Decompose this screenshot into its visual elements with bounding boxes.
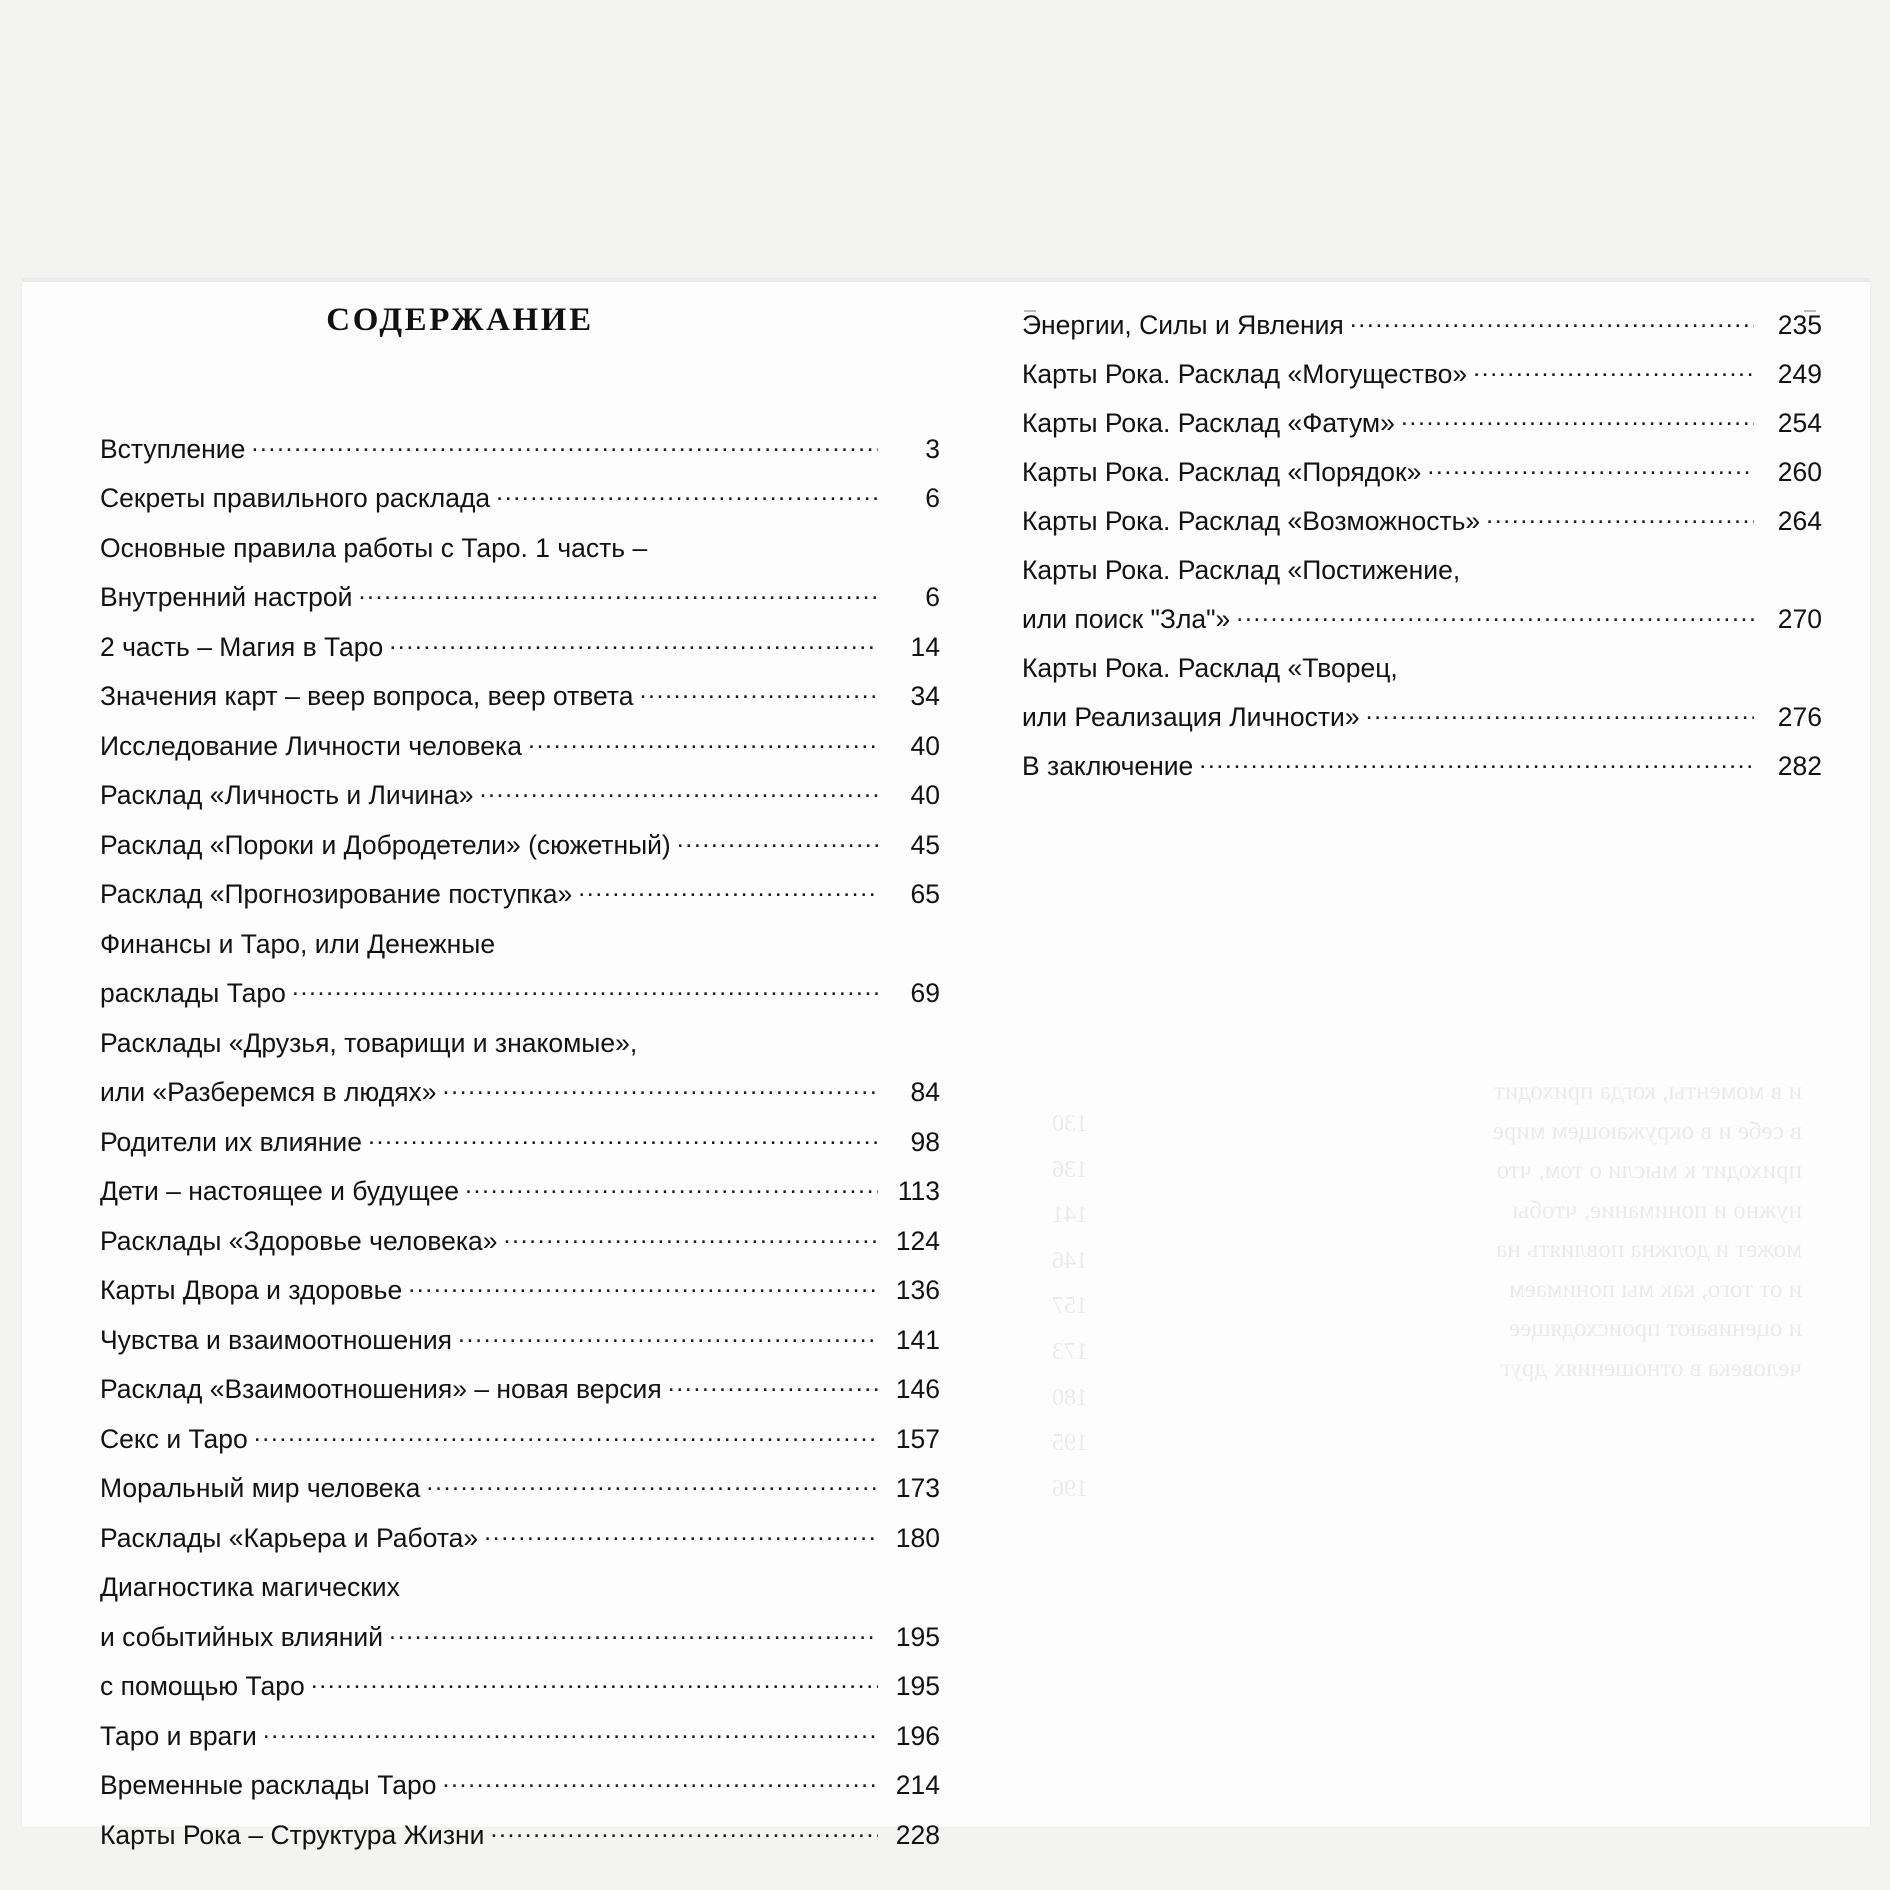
toc-entry[interactable] [100, 1768, 940, 1799]
showthrough-line: в себе и в окружающем мире [1492, 1117, 1802, 1145]
toc-leader-dots [1199, 748, 1754, 775]
toc-page-number: 249 [1777, 358, 1822, 389]
toc-entry-label: Расклад «Личность и Личина» [100, 780, 474, 810]
showthrough-line: может и должна повлиять на [1496, 1236, 1802, 1263]
toc-entry-label: Карты Двора и здоровье [100, 1275, 403, 1305]
toc-entry-label: с помощью Таро [100, 1671, 305, 1701]
toc-entry[interactable] [100, 481, 940, 512]
toc-entry-label: Карты Рока – Структура Жизни [100, 1819, 485, 1850]
toc-entry[interactable] [100, 1223, 940, 1254]
toc-entry-label: Энергии, Силы и Явления [1022, 309, 1344, 340]
toc-page-number: 196 [895, 1720, 940, 1751]
showthrough-number: 157 [1052, 1293, 1088, 1320]
toc-leader-dots [504, 1223, 879, 1250]
toc-leader-dots [406, 1570, 878, 1597]
toc-leader-dots [1236, 601, 1754, 628]
showthrough-number: 136 [1052, 1156, 1088, 1183]
toc-leader-dots [1473, 356, 1754, 383]
toc-entry-label: Вступление [100, 433, 246, 464]
toc-entry-label: Таро и враги [100, 1720, 257, 1751]
toc-page-number: 157 [895, 1423, 940, 1454]
toc-leader-dots [1486, 503, 1754, 530]
showthrough-number: 196 [1052, 1475, 1088, 1502]
toc-entry-label: Карты Рока. Расклад «Постижение, [1022, 554, 1461, 585]
toc-entry-label: расклады Таро [100, 978, 286, 1008]
toc-leader-dots [358, 580, 878, 607]
showthrough-number: 180 [1052, 1384, 1088, 1411]
toc-entry[interactable] [100, 1322, 940, 1353]
toc-leader-dots [442, 1768, 878, 1795]
toc-entry-label: Дети – настоящее и будущее [100, 1176, 459, 1206]
toc-leader-dots [1366, 699, 1754, 726]
toc-entry-label: Моральный мир человека [100, 1473, 421, 1503]
toc-leader-dots [653, 530, 878, 557]
toc-leader-dots [1350, 307, 1754, 334]
toc-entry-label: Временные расклады Таро [100, 1770, 437, 1800]
toc-entry[interactable] [100, 580, 940, 611]
toc-entry[interactable] [100, 1669, 940, 1700]
toc-leader-dots [254, 1421, 878, 1448]
toc-entry-label: Внутренний настрой [100, 582, 353, 612]
toc-page-number: 195 [895, 1621, 940, 1652]
toc-page-number: 228 [895, 1819, 940, 1850]
toc-page-number: 146 [895, 1374, 940, 1404]
toc-entry[interactable] [100, 530, 940, 561]
toc-leader-dots [263, 1718, 878, 1745]
toc-entry[interactable] [1022, 307, 1822, 338]
toc-entry-label: Карты Рока. Расклад «Фатум» [1022, 407, 1395, 438]
toc-entry[interactable] [100, 926, 940, 957]
toc-entry[interactable] [1022, 356, 1822, 387]
toc-leader-dots [292, 976, 878, 1003]
toc-page-number: 124 [895, 1225, 940, 1256]
toc-entry-label: Секреты правильного расклада [100, 483, 491, 513]
toc-page-number: 6 [925, 483, 940, 513]
toc-entry-label: Секс и Таро [100, 1423, 248, 1454]
toc-left-column [100, 282, 940, 1867]
toc-entry-label: Диагностика магических [100, 1572, 400, 1602]
toc-leader-dots [368, 1124, 878, 1151]
toc-entry-label: Родители их влияние [100, 1126, 362, 1157]
toc-page-number: 40 [910, 730, 940, 761]
toc-entry[interactable] [1022, 748, 1822, 779]
toc-leader-dots [443, 1075, 878, 1102]
toc-leader-dots [484, 1520, 878, 1547]
showthrough-number: 141 [1052, 1202, 1088, 1229]
toc-page-number: 214 [895, 1770, 940, 1800]
toc-page-number: 113 [897, 1176, 940, 1206]
showthrough-line: человека в отношениях друг [1499, 1354, 1802, 1382]
toc-entry[interactable] [100, 1025, 940, 1056]
toc-entry-label: Расклады «Друзья, товарищи и знакомые», [100, 1027, 638, 1058]
toc-leader-dots [426, 1471, 878, 1498]
toc-entry[interactable] [1022, 650, 1822, 681]
toc-leader-dots [1404, 650, 1754, 677]
toc-page-number: 195 [895, 1671, 940, 1701]
showthrough-line: приходит к мысли о том, что [1496, 1157, 1802, 1184]
book-spread [22, 282, 1870, 1850]
toc-entry-label: Расклады «Карьера и Работа» [100, 1522, 479, 1553]
toc-entry[interactable] [100, 1174, 940, 1205]
toc-right-column [1022, 282, 1822, 797]
toc-entries-left [100, 431, 940, 1848]
toc-entry[interactable] [1022, 454, 1822, 485]
toc-entry[interactable] [100, 1075, 940, 1106]
showthrough-line: и в моменты, когда приходит [1493, 1078, 1802, 1105]
toc-entry-label: Чувства и взаимоотношения [100, 1324, 453, 1355]
toc-entry-label: В заключение [1022, 750, 1194, 781]
toc-entry[interactable] [100, 629, 940, 660]
toc-leader-dots [479, 778, 878, 805]
toc-leader-dots [311, 1669, 878, 1696]
toc-entry[interactable] [100, 1570, 940, 1601]
toc-entry[interactable] [100, 778, 940, 809]
toc-leader-dots [408, 1273, 878, 1300]
toc-entry-label: Исследование Личности человека [100, 730, 522, 761]
toc-page-number: 40 [910, 780, 940, 810]
toc-entry[interactable] [100, 976, 940, 1007]
toc-entry[interactable] [100, 1372, 940, 1403]
page-title: СОДЕРЖАНИЕ [326, 302, 594, 338]
showthrough-number: 173 [1052, 1338, 1088, 1365]
toc-entry[interactable] [100, 679, 940, 710]
toc-page-number: 180 [895, 1522, 940, 1553]
toc-columns [22, 282, 1870, 1850]
toc-page-number: 276 [1777, 701, 1822, 732]
toc-entry-label: Расклады «Здоровье человека» [100, 1225, 498, 1256]
showthrough-number: 146 [1052, 1247, 1088, 1274]
toc-page-number: 98 [910, 1126, 940, 1157]
toc-entry-label: Карты Рока. Расклад «Порядок» [1022, 456, 1422, 487]
toc-entries-right [1022, 282, 1822, 779]
toc-leader-dots [465, 1174, 878, 1201]
showthrough-line: и от того, как мы понимаем [1508, 1275, 1802, 1303]
toc-page-number: 6 [925, 582, 940, 612]
toc-entry[interactable] [1022, 405, 1822, 436]
toc-page-number: 270 [1777, 603, 1822, 634]
toc-leader-dots [1401, 405, 1754, 432]
toc-entry-label: Основные правила работы с Таро. 1 часть – [100, 532, 648, 563]
toc-leader-dots [578, 877, 878, 904]
toc-leader-dots [458, 1322, 878, 1349]
toc-page-number: 282 [1777, 750, 1822, 781]
toc-entry[interactable] [1022, 503, 1822, 534]
toc-leader-dots [639, 679, 878, 706]
toc-page-number: 136 [895, 1275, 940, 1305]
toc-page-number: 235 [1777, 309, 1822, 340]
showthrough-number: 130 [1052, 1111, 1088, 1137]
toc-page-number: 34 [910, 681, 940, 711]
toc-page-number: 14 [910, 631, 940, 662]
toc-entry-label: или «Разберемся в людях» [100, 1077, 437, 1107]
toc-page-number: 84 [910, 1077, 940, 1107]
toc-leader-dots [251, 431, 878, 458]
toc-leader-dots [490, 1817, 878, 1844]
toc-page-number: 45 [910, 829, 940, 860]
showthrough-number: 195 [1052, 1430, 1088, 1457]
toc-entry-label: Расклад «Пороки и Добродетели» (сюжетный) [100, 829, 671, 860]
toc-entry[interactable] [100, 1619, 940, 1650]
toc-entry-label: Карты Рока. Расклад «Возможность» [1022, 505, 1481, 536]
toc-entry-label: Финансы и Таро, или Денежные [100, 928, 496, 959]
toc-page-number: 141 [895, 1324, 940, 1355]
toc-page-number: 260 [1777, 456, 1822, 487]
toc-entry[interactable] [1022, 552, 1822, 583]
toc-entry-label: и событийных влияний [100, 1621, 384, 1652]
toc-leader-dots [1427, 454, 1754, 481]
toc-page-number: 3 [925, 433, 940, 464]
toc-entry[interactable] [1022, 699, 1822, 730]
toc-entry[interactable] [100, 1471, 940, 1502]
toc-entry[interactable] [1022, 601, 1822, 632]
toc-entry-label: 2 часть – Магия в Таро [100, 631, 384, 662]
toc-entry-label: Расклад «Взаимоотношения» – новая версия [100, 1374, 662, 1404]
toc-leader-dots [668, 1372, 878, 1399]
toc-entry[interactable] [100, 1718, 940, 1749]
toc-leader-dots [496, 481, 878, 508]
toc-entry-label: Значения карт – веер вопроса, веер ответа [100, 681, 634, 711]
toc-leader-dots [528, 728, 878, 755]
toc-entry[interactable] [100, 827, 940, 858]
toc-entry[interactable] [100, 877, 940, 908]
toc-leader-dots [1466, 552, 1754, 579]
toc-entry[interactable] [100, 1817, 940, 1848]
toc-entry[interactable] [100, 1273, 940, 1304]
toc-page-number: 264 [1777, 505, 1822, 536]
toc-page-number: 254 [1777, 407, 1822, 438]
toc-entry[interactable] [100, 1124, 940, 1155]
toc-entry[interactable] [100, 1421, 940, 1452]
toc-leader-dots [677, 827, 878, 854]
toc-entry-label: или Реализация Личности» [1022, 701, 1360, 732]
toc-leader-dots [389, 1619, 878, 1646]
toc-entry[interactable] [100, 728, 940, 759]
toc-entry-label: Расклад «Прогнозирование поступка» [100, 879, 573, 909]
toc-entry-label: или поиск "Зла"» [1022, 603, 1231, 634]
toc-leader-dots [501, 926, 878, 953]
toc-page-number: 69 [910, 978, 940, 1008]
toc-entry-label: Карты Рока. Расклад «Творец, [1022, 652, 1398, 683]
toc-page-number: 173 [895, 1473, 940, 1503]
showthrough-line: нужно и понимание, чтобы [1512, 1196, 1802, 1224]
toc-leader-dots [643, 1025, 878, 1052]
toc-leader-dots [389, 629, 878, 656]
showthrough-line: и оценивают происходящее [1509, 1315, 1802, 1342]
toc-page-number: 65 [910, 879, 940, 909]
toc-entry[interactable] [100, 431, 940, 462]
toc-entry-label: Карты Рока. Расклад «Могущество» [1022, 358, 1468, 389]
toc-entry[interactable] [100, 1520, 940, 1551]
